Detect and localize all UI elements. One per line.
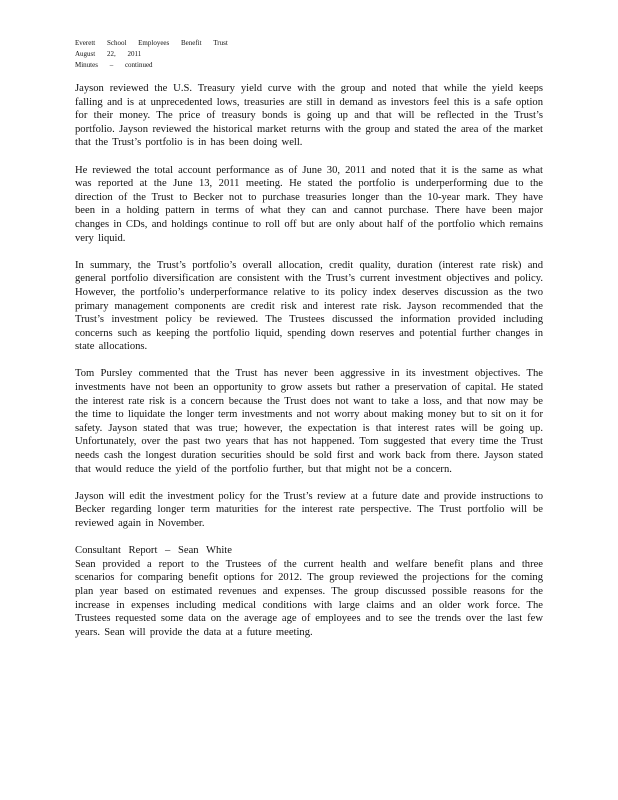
section-heading-consultant-report: Consultant Report – Sean White bbox=[75, 545, 232, 557]
header-date: August 22, 2011 bbox=[75, 50, 142, 58]
paragraph-consultant-report: Sean provided a report to the Trustees of the current health and welfare benefit plans and three scenarios for comparing benefit options for 2012. The group reviewed the projections for the coming plan year based on estimated revenues and expenses. The group discussed possible reasons for the increase in expenses including medical conditions with large claims and an older work force. The Trustees requested some data on the average age of employees and to see the trends over the last few years. Sean will provide the data at a future meeting. bbox=[75, 558, 543, 638]
header-organization: Everett School Employees Benefit Trust bbox=[75, 39, 228, 47]
paragraph-account-performance: He reviewed the total account performance as of June 30, 2011 and noted that it is the same as what was reported at the June 13, 2011 meeting. He stated the portfolio is underperforming due to the direction of the Trust to Becker not to purchase treasuries longer than the 10-year mark. They have been in a holding pattern in terms of what they can and cannot purchase. There have been major changes in CDs, and holdings continue to roll off but are only about half of the portfolio which remains very liquid. bbox=[75, 164, 543, 244]
paragraph-treasury-yield: Jayson reviewed the U.S. Treasury yield curve with the group and noted that while the yield keeps falling and is at unprecedented lows, treasuries are still in demand as investors feel this is a safe option for their money. The price of treasury bonds is going up and that will be reflected in the Trust’s portfolio. Jayson reviewed the historical market returns with the group and stated the area of the market that the Trust’s portfolio is in has been doing well. bbox=[75, 83, 543, 149]
page-header bbox=[75, 38, 228, 71]
paragraph-investment-policy: Jayson will edit the investment policy for the Trust’s review at a future date and provide instructions to Becker regarding longer term maturities for the interest rate perspective. The Trust portfolio will be reviewed again in November. bbox=[75, 490, 543, 529]
paragraph-summary: In summary, the Trust’s portfolio’s overall allocation, credit quality, duration (interest rate risk) and general portfolio diversification are consistent with the Trust’s current investment objectives and policy. However, the portfolio’s underperformance relative to its policy index deserves discussion as the two primary management components are credit risk and interest rate risk. Jayson recommended that the Trust’s investment policy be reviewed. The Trustees discussed the information provided including concerns such as keeping the portfolio liquid, spending down reserves and potential further changes in state allocations. bbox=[75, 259, 543, 353]
paragraph-tom-pursley: Tom Pursley commented that the Trust has never been aggressive in its investment objectives. The investments have not been an opportunity to grow assets but rather a preservation of capital. He stated the interest rate risk is a concern because the Trust does not want to take a loss, and that now may be the time to liquidate the longer term investments and not worry about making money but to sit on it for safety. Jayson stated that was true; however, the expectation is that interest rates will be going up. Unfortunately, over the past two years that has not happened. Tom suggested that every time the Trust needs cash the longest duration securities should be sold first and work back from there. Jayson stated that would reduce the yield of the portfolio further, but that might not be a concern. bbox=[75, 368, 543, 475]
header-minutes-continued: Minutes – continued bbox=[75, 61, 153, 69]
minutes-body bbox=[75, 82, 543, 639]
